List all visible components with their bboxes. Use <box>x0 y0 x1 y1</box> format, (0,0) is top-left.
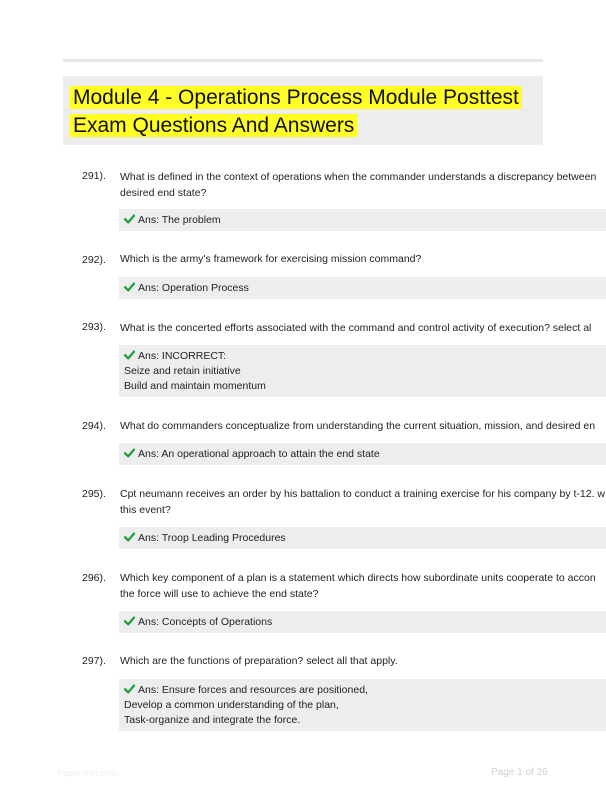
check-icon <box>124 448 135 458</box>
check-icon <box>124 616 135 626</box>
footer-watermark: Papersbin.com <box>57 768 118 778</box>
question-text <box>120 653 606 669</box>
question-line: What do commanders conceptualize from understanding the current situation, mission, and desired en <box>120 420 596 432</box>
question-line: Which is the army's framework for exercising mission command? <box>120 253 422 265</box>
question-line: What is the concerted efforts associated with the command and control activity of execution? select al <box>120 322 592 334</box>
title-line-1: Module 4 - Operations Process Module Posttest <box>70 86 522 109</box>
answer-line <box>124 447 606 462</box>
answer-box <box>119 209 606 231</box>
question-number: 295). <box>82 488 106 500</box>
question-number: 293). <box>82 321 106 333</box>
check-icon <box>124 350 135 360</box>
answer-box <box>119 527 606 549</box>
question-text <box>120 320 606 336</box>
question-number: 291). <box>82 170 106 182</box>
question-line: What is defined in the context of operations when the commander understands a discrepancy between <box>120 171 597 183</box>
answer-box <box>119 443 606 465</box>
answer-line <box>124 213 606 228</box>
check-icon <box>124 532 135 542</box>
question-line: this event? <box>120 504 171 516</box>
answer-text: Ans: Ensure forces and resources are positioned, <box>138 684 368 696</box>
top-divider <box>63 59 543 62</box>
question-text <box>120 251 606 267</box>
question-text <box>120 169 606 201</box>
answer-line: Seize and retain initiative <box>124 365 241 377</box>
question-line: desired end state? <box>120 187 207 199</box>
check-icon <box>124 684 135 694</box>
answer-line: Task-organize and integrate the force. <box>124 714 301 726</box>
question-line: Which are the functions of preparation? select all that apply. <box>120 655 398 667</box>
question-number: 292). <box>82 254 106 266</box>
answer-box <box>119 345 606 397</box>
title-line-2: Exam Questions And Answers <box>70 114 357 137</box>
answer-line <box>124 615 606 630</box>
answer-line: Build and maintain momentum <box>124 380 266 392</box>
answer-text: Ans: Troop Leading Procedures <box>138 532 286 544</box>
answer-text: Ans: The problem <box>138 214 221 226</box>
answer-text: Ans: An operational approach to attain the end state <box>138 448 380 460</box>
answer-line: Develop a common understanding of the plan, <box>124 699 339 711</box>
answer-line <box>124 683 606 698</box>
answer-box <box>119 277 606 299</box>
question-line: Cpt neumann receives an order by his battalion to conduct a training exercise for his company by t-12. w <box>120 488 606 500</box>
question-number: 294). <box>82 420 106 432</box>
question-text <box>120 570 606 602</box>
question-line: the force will use to achieve the end state? <box>120 588 319 600</box>
question-text <box>120 418 606 434</box>
question-text <box>120 486 606 518</box>
question-line: Which key component of a plan is a statement which directs how subordinate units cooperate to accon <box>120 572 596 584</box>
answer-box <box>119 679 606 731</box>
check-icon <box>124 282 135 292</box>
answer-text: Ans: Operation Process <box>138 282 249 294</box>
answer-line <box>124 349 606 364</box>
answer-box <box>119 611 606 633</box>
page-indicator: Page 1 of 26 <box>491 767 548 778</box>
answer-line <box>124 531 606 546</box>
answer-line <box>124 281 606 296</box>
answer-text: Ans: INCORRECT: <box>138 350 227 362</box>
document-title <box>70 84 540 140</box>
question-number: 297). <box>82 655 106 667</box>
answer-text: Ans: Concepts of Operations <box>138 616 273 628</box>
check-icon <box>124 214 135 224</box>
question-number: 296). <box>82 572 106 584</box>
